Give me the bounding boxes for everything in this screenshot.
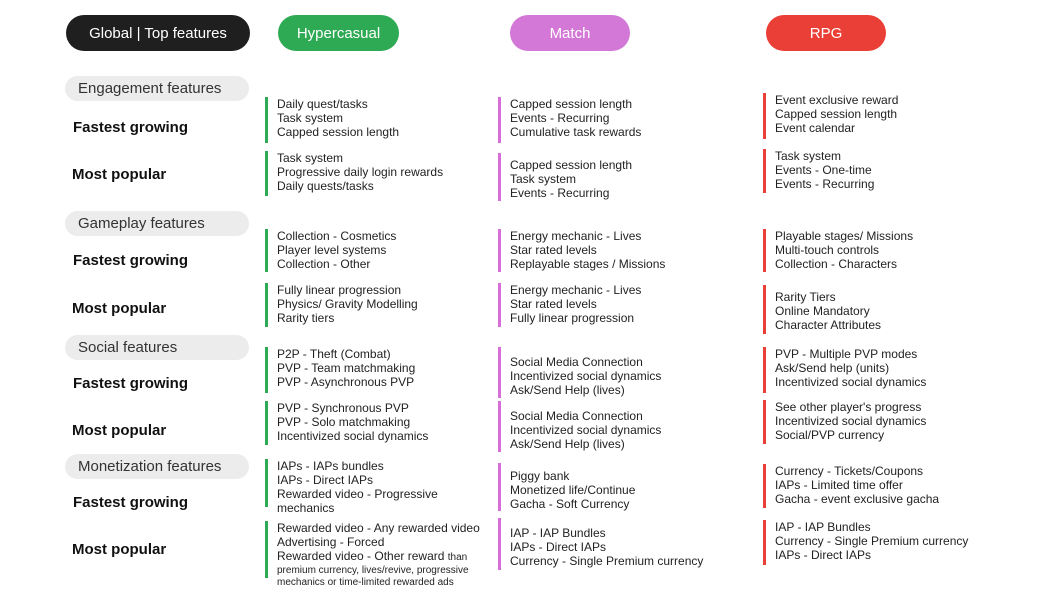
header-rpg <box>766 15 886 51</box>
header-global <box>66 15 250 51</box>
feature-item: Collection - Cosmetics <box>277 229 397 243</box>
cell-rpg <box>763 149 874 193</box>
row-label-most-popular: Most popular <box>72 422 167 439</box>
row-label-fastest-growing: Fastest growing <box>73 494 189 511</box>
feature-item-lead: Rewarded video - Other reward <box>277 549 445 563</box>
feature-item: P2P - Theft (Combat) <box>277 347 391 361</box>
feature-item: Currency - Tickets/Coupons <box>775 464 924 478</box>
feature-item-note: mechanics or time-limited rewarded ads <box>277 577 454 588</box>
cell-rpg <box>763 285 881 334</box>
feature-item: Task system <box>775 149 842 163</box>
cell-rpg <box>763 520 968 565</box>
feature-item: Playable stages/ Missions <box>775 229 914 243</box>
section-title: Engagement features <box>78 80 222 97</box>
section-title: Gameplay features <box>78 215 205 232</box>
feature-item: Event calendar <box>775 121 856 135</box>
row-label-fastest-growing: Fastest growing <box>73 119 189 136</box>
cell-hypercasual <box>265 97 399 143</box>
feature-item: Capped session length <box>277 125 400 139</box>
row-label-fastest-growing: Fastest growing <box>73 375 189 392</box>
cell-match <box>498 518 703 570</box>
feature-item: Fully linear progression <box>277 283 402 297</box>
cell-match <box>498 153 632 201</box>
feature-item: Task system <box>510 172 577 186</box>
row-label-fastest-growing: Fastest growing <box>73 252 189 269</box>
feature-item: Cumulative task rewards <box>510 125 642 139</box>
cell-hypercasual <box>265 151 443 196</box>
header-match-label: Match <box>549 24 591 42</box>
feature-item: Collection - Other <box>277 257 371 271</box>
feature-item: Incentivized social dynamics <box>510 369 662 383</box>
feature-item: Currency - Single Premium currency <box>775 534 969 548</box>
cell-hypercasual <box>265 401 428 445</box>
feature-item: Event exclusive reward <box>775 93 899 107</box>
feature-item: Incentivized social dynamics <box>277 429 429 443</box>
feature-item: Multi-touch controls <box>775 243 880 257</box>
feature-item-tail: than <box>447 552 468 563</box>
header-rpg-label: RPG <box>809 24 843 42</box>
feature-item: Events - Recurring <box>775 177 875 191</box>
feature-item: Fully linear progression <box>510 311 635 325</box>
cell-match <box>498 463 635 511</box>
feature-item: Piggy bank <box>510 469 570 483</box>
feature-item: Incentivized social dynamics <box>510 423 662 437</box>
section-monetization <box>65 454 249 479</box>
feature-item: Ask/Send Help (lives) <box>510 437 625 451</box>
cell-match <box>498 347 661 398</box>
feature-item: Monetized life/Continue <box>510 483 636 497</box>
feature-item: IAPs - Direct IAPs <box>277 473 374 487</box>
cell-match <box>498 401 661 452</box>
header-match <box>510 15 630 51</box>
feature-item: PVP - Asynchronous PVP <box>277 375 415 389</box>
section-title: Monetization features <box>78 458 222 475</box>
feature-item: Physics/ Gravity Modelling <box>277 297 418 311</box>
feature-item: Collection - Characters <box>775 257 898 271</box>
header-hypercasual <box>278 15 399 51</box>
feature-item: Gacha - Soft Currency <box>510 497 630 511</box>
cell-rpg <box>763 347 926 393</box>
feature-item: Ask/Send Help (lives) <box>510 383 625 397</box>
feature-item: Progressive daily login rewards <box>277 165 444 179</box>
feature-item: PVP - Solo matchmaking <box>277 415 411 429</box>
section-social <box>65 335 249 360</box>
cell-hypercasual <box>265 283 418 327</box>
cell-match <box>498 283 641 327</box>
feature-item: IAPs - Direct IAPs <box>510 540 607 554</box>
feature-item: Daily quests/tasks <box>277 179 374 193</box>
row-label-most-popular: Most popular <box>72 300 167 317</box>
feature-item: Rarity tiers <box>277 311 335 325</box>
feature-item: Daily quest/tasks <box>277 97 368 111</box>
feature-item: Replayable stages / Missions <box>510 257 666 271</box>
feature-item: Capped session length <box>510 158 633 172</box>
feature-item: Events - Recurring <box>510 111 610 125</box>
feature-item: Advertising - Forced <box>277 535 385 549</box>
feature-item: Ask/Send help (units) <box>775 361 890 375</box>
feature-item: Task system <box>277 151 344 165</box>
feature-item: Star rated levels <box>510 297 597 311</box>
feature-item: Incentivized social dynamics <box>775 414 927 428</box>
row-label-most-popular: Most popular <box>72 166 167 183</box>
feature-item: Character Attributes <box>775 318 882 332</box>
feature-item: Events - One-time <box>775 163 872 177</box>
cell-rpg <box>763 93 898 139</box>
feature-item: mechanics <box>277 501 335 515</box>
cell-match <box>498 97 641 143</box>
feature-item-note: premium currency, lives/revive, progressive <box>277 565 469 576</box>
header-hypercasual-label: Hypercasual <box>296 24 381 42</box>
feature-item: Energy mechanic - Lives <box>510 283 642 297</box>
feature-item: Rewarded video - Progressive <box>277 487 438 501</box>
feature-item: Rarity Tiers <box>775 290 836 304</box>
feature-item <box>277 549 480 565</box>
feature-item: IAP - IAP Bundles <box>775 520 871 534</box>
section-gameplay <box>65 211 249 236</box>
header-global-label: Global | Top features <box>89 24 227 42</box>
feature-item: Incentivized social dynamics <box>775 375 927 389</box>
section-engagement <box>65 76 249 101</box>
feature-item: PVP - Team matchmaking <box>277 361 416 375</box>
cell-rpg <box>763 400 926 444</box>
feature-item: Gacha - event exclusive gacha <box>775 492 940 506</box>
feature-item: Events - Recurring <box>510 186 610 200</box>
cell-rpg <box>763 229 913 272</box>
feature-item: Capped session length <box>775 107 898 121</box>
feature-item: Task system <box>277 111 344 125</box>
feature-item: Social Media Connection <box>510 409 643 423</box>
feature-item: IAPs - Limited time offer <box>775 478 903 492</box>
feature-item: Social/PVP currency <box>775 428 885 442</box>
feature-item: IAP - IAP Bundles <box>510 526 606 540</box>
feature-item: Capped session length <box>510 97 633 111</box>
row-label-most-popular: Most popular <box>72 541 167 558</box>
section-title: Social features <box>78 339 178 356</box>
cell-hypercasual <box>265 459 438 515</box>
feature-item: PVP - Synchronous PVP <box>277 401 409 415</box>
cell-hypercasual <box>265 229 396 272</box>
feature-item: Player level systems <box>277 243 387 257</box>
feature-item: Rewarded video - Any rewarded video <box>277 521 480 535</box>
cell-match <box>498 229 665 272</box>
feature-item: Energy mechanic - Lives <box>510 229 642 243</box>
feature-item: Currency - Single Premium currency <box>510 554 704 568</box>
feature-item: IAPs - Direct IAPs <box>775 548 872 562</box>
feature-item: PVP - Multiple PVP modes <box>775 347 918 361</box>
cell-hypercasual <box>265 347 415 393</box>
cell-hypercasual <box>265 521 480 588</box>
feature-item: See other player's progress <box>775 400 922 414</box>
feature-item: Social Media Connection <box>510 355 643 369</box>
feature-item: IAPs - IAPs bundles <box>277 459 384 473</box>
cell-rpg <box>763 464 939 508</box>
feature-item: Online Mandatory <box>775 304 870 318</box>
feature-item: Star rated levels <box>510 243 597 257</box>
